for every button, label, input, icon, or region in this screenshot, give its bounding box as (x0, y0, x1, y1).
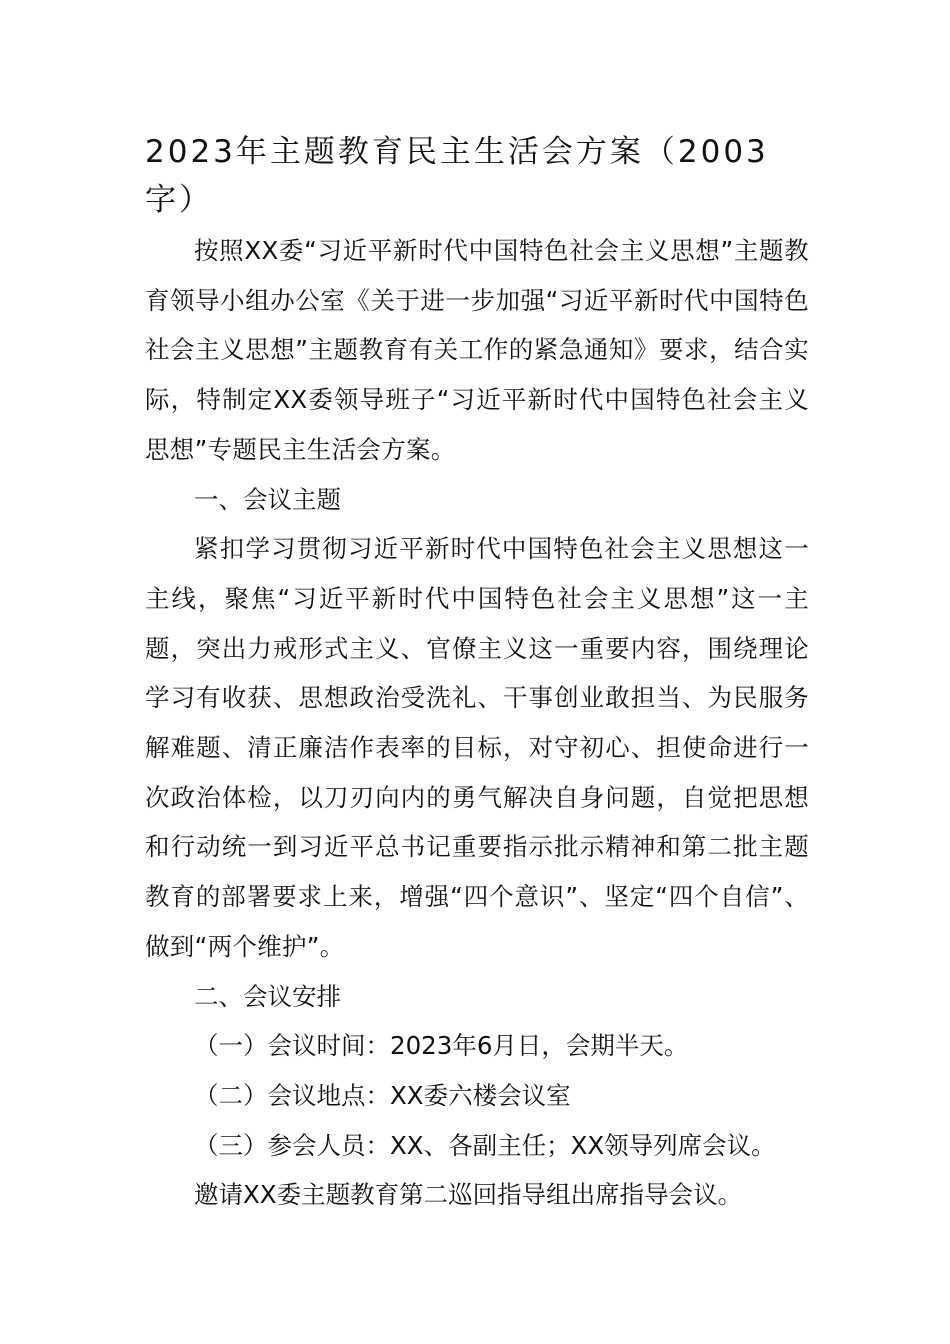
document-title: 2023年主题教育民主生活会方案（2003字） (145, 134, 769, 218)
intro-paragraph: 按照XX委“习近平新时代中国特色社会主义思想”主题教育领导小组办公室《关于进一步加强“习近平新时代中国特色社会主义思想”主题教育有关工作的紧急通知》要求，结合实际，特制定XX委领导班子“习近平新时代中国特色社会主义思想”专题民主生活会方案。 (145, 236, 809, 464)
attendees-item: （三）参会人员：XX、各副主任；XX领导列席会议。 (194, 1130, 776, 1160)
invitation-item: 邀请XX委主题教育第二巡回指导组出席指导会议。 (194, 1180, 743, 1210)
meeting-location-item: （二）会议地点：XX委六楼会议室 (194, 1080, 571, 1110)
section-heading-meeting-theme: 一、会议主题 (194, 484, 341, 514)
meeting-time-item: （一）会议时间：2023年6月日，会期半天。 (194, 1031, 689, 1061)
section-heading-meeting-arrangement: 二、会议安排 (194, 981, 341, 1011)
meeting-theme-paragraph: 紧扣学习贯彻习近平新时代中国特色社会主义思想这一主线，聚焦“习近平新时代中国特色社会主义思想”这一主题，突出力戒形式主义、官僚主义这一重要内容，围绕理论学习有收获、思想政治受洗礼、干事创业敢担当、为民服务解难题、清正廉洁作表率的目标，对守初心、担使命进行一次政治体检，以刀刃向内的勇气解决自身问题，自觉把思想和行动统一到习近平总书记重要指示批示精神和第二批主题教育的部署要求上来，增强“四个意识”、坚定“四个自信”、做到“两个维护”。 (145, 534, 809, 961)
document-page (145, 128, 809, 1220)
